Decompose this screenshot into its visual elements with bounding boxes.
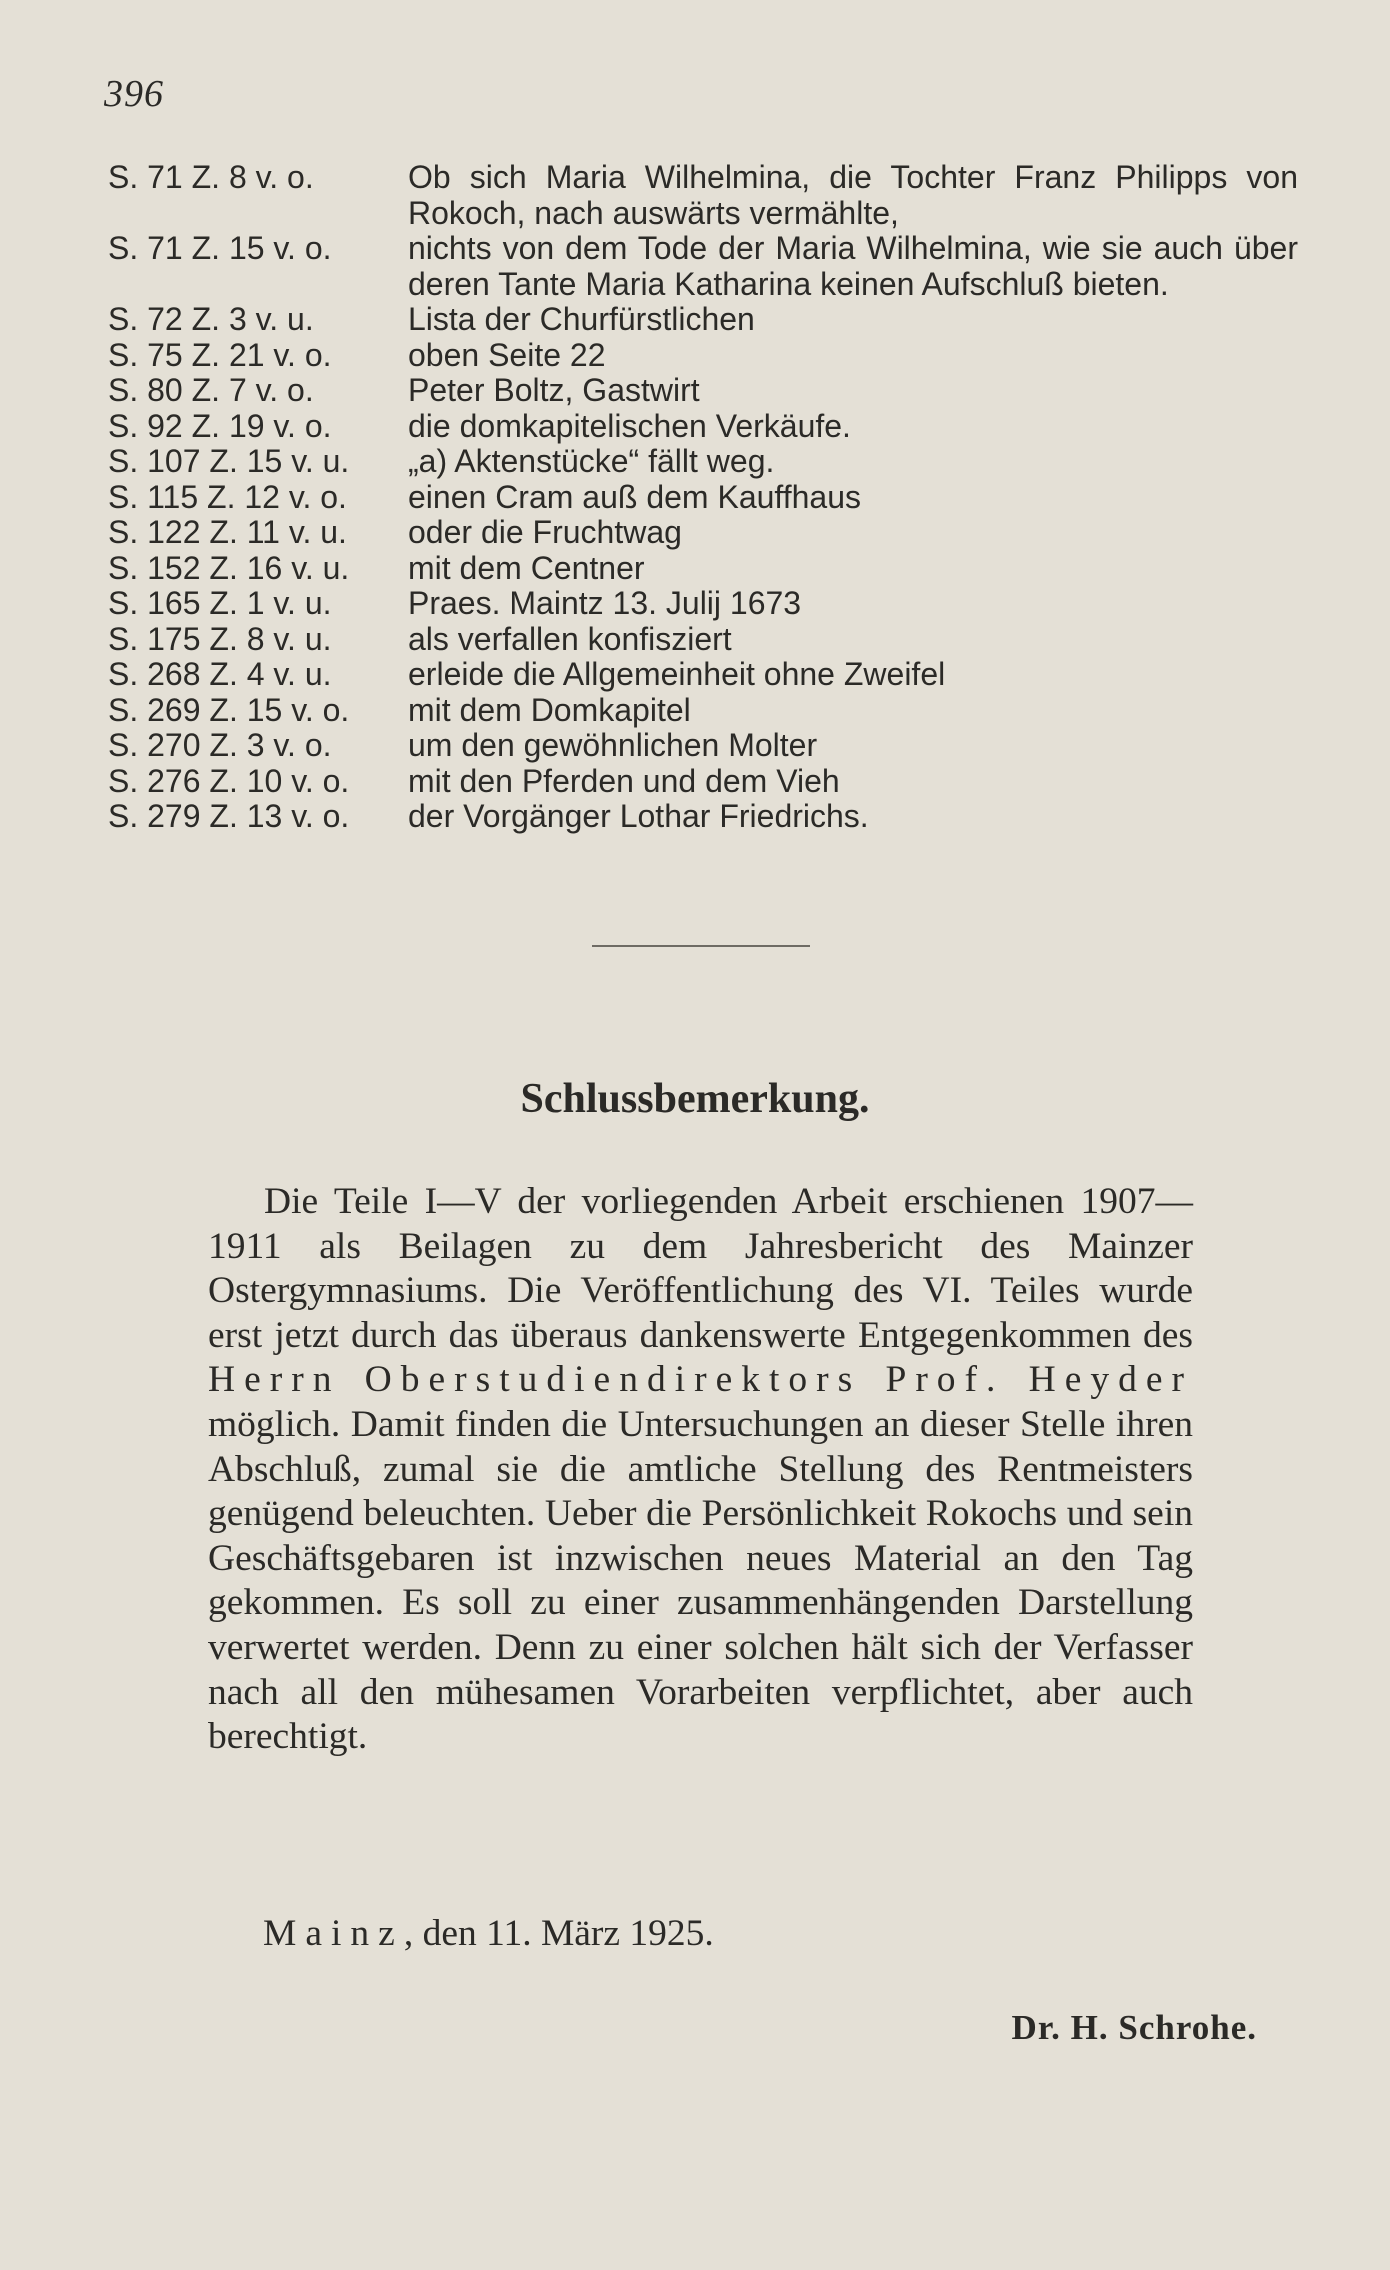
- body-text-part-2: möglich. Damit finden die Untersuchungen an dieser Stelle ihren Abschluß, zumal sie die amtliche Stellung des Rentmeisters genügend beleuchten. Ueber die Persönlichkeit Rokochs und sein Geschäftsgebaren ist inzwischen neues Material an den Tag gekommen. Es soll zu einer zusammenhängenden Darstellung verwertet werden. Denn zu einer solchen hält sich der Verfasser nach all den mühesamen Vorarbeiten verpflichtet, aber auch berechtigt.: [208, 1403, 1193, 1758]
- section-divider: [592, 945, 810, 947]
- errata-ref: S. 152 Z. 16 v. u.: [108, 549, 350, 586]
- errata-text: „a) Aktenstücke“ fällt weg.: [408, 443, 775, 479]
- errata-row: [108, 480, 1298, 516]
- errata-ref: S. 72 Z. 3 v. u.: [108, 301, 314, 337]
- errata-ref: S. 92 Z. 19 v. o.: [108, 407, 332, 444]
- errata-ref: S. 107 Z. 15 v. u.: [108, 443, 350, 479]
- closing-remarks-paragraph: [208, 1180, 1193, 1760]
- errata-row: [108, 338, 1298, 374]
- errata-row: [108, 586, 1298, 622]
- errata-text: Praes. Maintz 13. Julij 1673: [408, 585, 802, 621]
- errata-row: [108, 551, 1298, 587]
- page-number: 396: [104, 73, 164, 115]
- errata-ref: S. 71 Z. 8 v. o.: [108, 159, 314, 195]
- errata-ref: S. 279 Z. 13 v. o.: [108, 798, 350, 834]
- errata-ref: S. 165 Z. 1 v. u.: [108, 585, 332, 621]
- errata-ref: S. 75 Z. 21 v. o.: [108, 336, 332, 373]
- errata-text: oben Seite 22: [408, 336, 606, 373]
- errata-text: mit dem Centner: [408, 549, 645, 586]
- errata-text: einen Cram auß dem Kauffhaus: [408, 478, 861, 515]
- errata-text: Lista der Churfürstlichen: [408, 301, 755, 337]
- errata-row: [108, 302, 1298, 338]
- errata-ref: S. 71 Z. 15 v. o.: [108, 230, 332, 266]
- errata-row: [108, 409, 1298, 445]
- place-date-line: [263, 1912, 714, 1955]
- errata-text: mit den Pferden und dem Vieh: [408, 762, 840, 799]
- errata-row: [108, 728, 1298, 764]
- errata-list: [108, 160, 1298, 835]
- errata-text: um den gewöhnlichen Molter: [408, 727, 818, 763]
- errata-ref: S. 276 Z. 10 v. o.: [108, 762, 350, 799]
- errata-ref: S. 270 Z. 3 v. o.: [108, 727, 332, 763]
- author-signature: Dr. H. Schrohe.: [1011, 2008, 1257, 2047]
- body-text-part-1: Die Teile I—V der vorliegenden Arbeit erschienen 1907—1911 als Beilagen zu dem Jahresbericht des Mainzer Ostergymnasiums. Die Veröffentlichung des VI. Teiles wurde erst jetzt durch das überaus dankenswerte Entgegenkommen des: [208, 1181, 1193, 1356]
- errata-ref: S. 80 Z. 7 v. o.: [108, 372, 314, 408]
- date: , den 11. März 1925.: [403, 1913, 714, 1954]
- errata-row: [108, 693, 1298, 729]
- errata-text: die domkapitelischen Verkäufe.: [408, 407, 851, 444]
- errata-text: der Vorgänger Lothar Friedrichs.: [408, 798, 869, 834]
- errata-ref: S. 115 Z. 12 v. o.: [108, 478, 347, 515]
- errata-ref: S. 269 Z. 15 v. o.: [108, 691, 350, 728]
- errata-text: Ob sich Maria Wilhelmina, die Tochter Franz Philipps von Rokoch, nach auswärts vermählte,: [408, 159, 1298, 231]
- place: Mainz: [263, 1913, 404, 1954]
- errata-ref: S. 268 Z. 4 v. u.: [108, 656, 332, 692]
- errata-ref: S. 122 Z. 11 v. u.: [108, 514, 347, 550]
- body-text-emphasis: Herrn Oberstudiendirektors Prof. Heyder: [208, 1359, 1193, 1401]
- errata-row: [108, 160, 1298, 231]
- errata-row: [108, 764, 1298, 800]
- errata-text: als verfallen konfisziert: [408, 620, 732, 657]
- errata-text: Peter Boltz, Gastwirt: [408, 372, 700, 408]
- errata-row: [108, 231, 1298, 302]
- errata-row: [108, 657, 1298, 693]
- errata-row: [108, 799, 1298, 835]
- errata-text: erleide die Allgemeinheit ohne Zweifel: [408, 656, 946, 692]
- errata-row: [108, 622, 1298, 658]
- errata-ref: S. 175 Z. 8 v. u.: [108, 620, 332, 657]
- errata-row: [108, 373, 1298, 409]
- errata-text: nichts von dem Tode der Maria Wilhelmina, wie sie auch über deren Tante Maria Katharina keinen Aufschluß bieten.: [408, 230, 1298, 302]
- errata-text: mit dem Domkapitel: [408, 691, 691, 728]
- section-heading: Schlussbemerkung.: [520, 1076, 870, 1122]
- errata-text: oder die Fruchtwag: [408, 514, 682, 550]
- errata-row: [108, 444, 1298, 480]
- errata-row: [108, 515, 1298, 551]
